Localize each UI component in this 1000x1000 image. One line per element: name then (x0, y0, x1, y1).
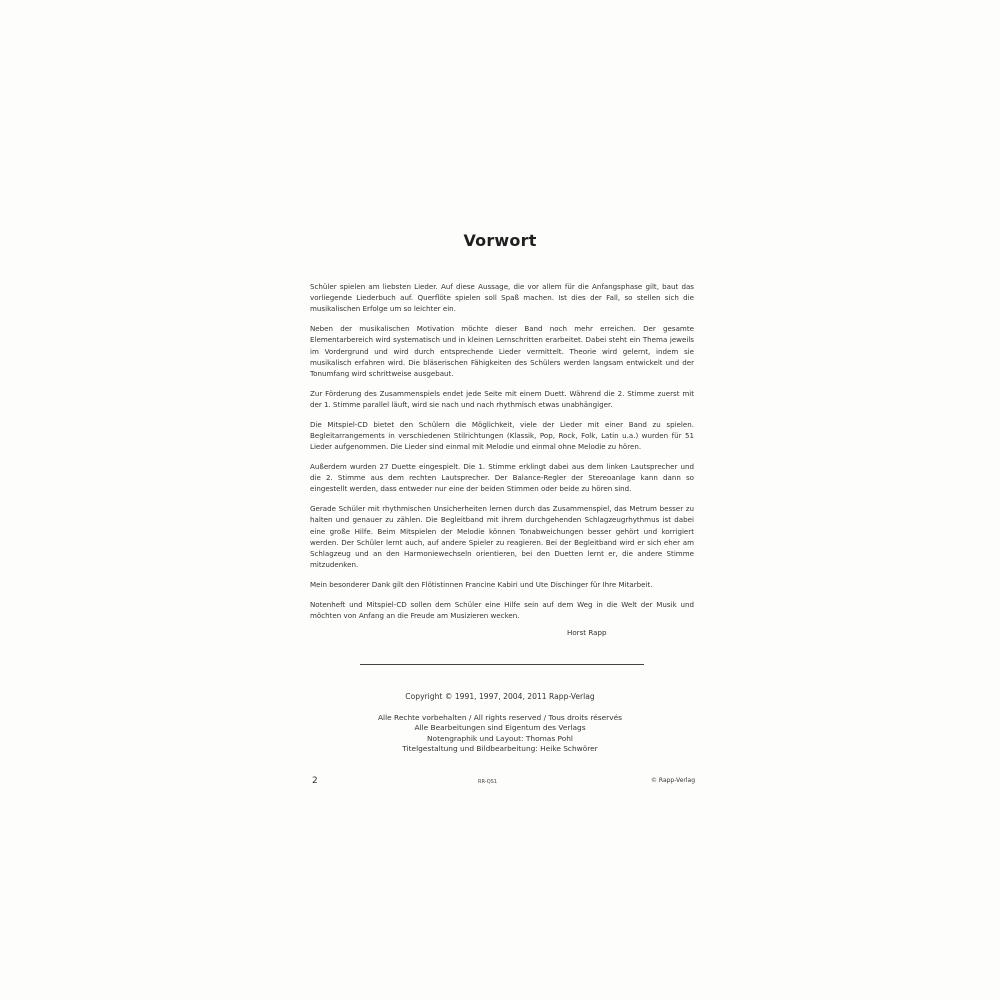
catalog-code: RR-QS1 (478, 779, 498, 785)
paragraph: Gerade Schüler mit rhythmischen Unsicherheiten lernen durch das Zusammenspiel, das Metrum besser zu halten und genauer zu zählen. Die Begleitband mit ihrem durchgehenden Schlagzeugrhythmus ist dabei eine große Hilfe. Beim Mitspielen der Melodie können Tonabweichungen besser gehört und korrigiert werden. Der Schüler lernt auch, auf andere Spieler zu reagieren. Bei der Begleitband wird er sich eher am Schlagzeug und an den Harmoniewechseln orientieren, bei den Duetten lernt er, die andere Stimme mitzudenken. (310, 504, 694, 570)
rights-block (0, 713, 1000, 754)
rights-line: Alle Rechte vorbehalten / All rights reserved / Tous droits réservés (378, 713, 622, 722)
paragraph: Notenheft und Mitspiel-CD sollen dem Schüler eine Hilfe sein auf dem Weg in die Welt der Musik und möchten von Anfang an die Freude am Musizieren wecken. (310, 599, 694, 621)
page-title: Vorwort (463, 231, 537, 250)
copyright-notice: Copyright © 1991, 1997, 2004, 2011 Rapp-Verlag (405, 692, 595, 701)
paragraph: Schüler spielen am liebsten Lieder. Auf diese Aussage, die vor allem für die Anfangsphase gilt, baut das vorliegende Liederbuch auf. Querflöte spielen soll Spaß machen. Ist dies der Fall, so stellen sich die musikalischen Erfolge um so leichter ein. (310, 282, 694, 314)
author-signature: Horst Rapp (567, 628, 607, 637)
page-number: 2 (312, 776, 318, 786)
paragraph: Zur Förderung des Zusammenspiels endet jede Seite mit einem Duett. Während die 2. Stimme zuerst mit der 1. Stimme parallel läuft, wird sie nach und nach rhythmisch etwas unabhängiger. (310, 388, 694, 410)
paragraph: Außerdem wurden 27 Duette eingespielt. Die 1. Stimme erklingt dabei aus dem linken Lautsprecher und die 2. Stimme aus dem rechten Lautsprecher. Der Balance-Regler der Stereoanlage kann dann so eingestellt werden, dass entweder nur eine der beiden Stimmen oder beide zu hören sind. (310, 462, 694, 494)
paragraph: Mein besonderer Dank gilt den Flötistinnen Francine Kabiri und Ute Dischinger für Ihre Mitarbeit. (310, 580, 653, 590)
publisher-credit: © Rapp-Verlag (651, 777, 696, 784)
rights-line: Alle Bearbeitungen sind Eigentum des Verlags (414, 723, 586, 733)
rights-line: Titelgestaltung und Bildbearbeitung: Heike Schwörer (402, 743, 598, 753)
foreword-body (310, 281, 694, 630)
paragraph: Die Mitspiel-CD bietet den Schülern die Möglichkeit, viele der Lieder mit einer Band zu spielen. Begleitarrangements in verschiedenen Stilrichtungen (Klassik, Pop, Rock, Folk, Latin u.a.) wurden für 51 Lieder aufgenommen. Die Lieder sind einmal mit Melodie und einmal ohne Melodie zu hören. (310, 419, 694, 452)
paragraph: Neben der musikalischen Motivation möchte dieser Band noch mehr erreichen. Der gesamte Elementarbereich wird systematisch und in kleinen Lernschritten erarbeitet. Dabei steht ein Thema jeweils im Vordergrund und wird durch entsprechende Lieder vermittelt. Theorie wird gelernt, indem sie musikalisch erfahren wird. Die bläserischen Fähigkeiten des Schülers werden langsam entwickelt und der Tonumfang wird schrittweise ausgebaut. (310, 324, 694, 379)
rights-line: Notengraphik und Layout: Thomas Pohl (427, 733, 573, 743)
divider-line (360, 664, 644, 665)
